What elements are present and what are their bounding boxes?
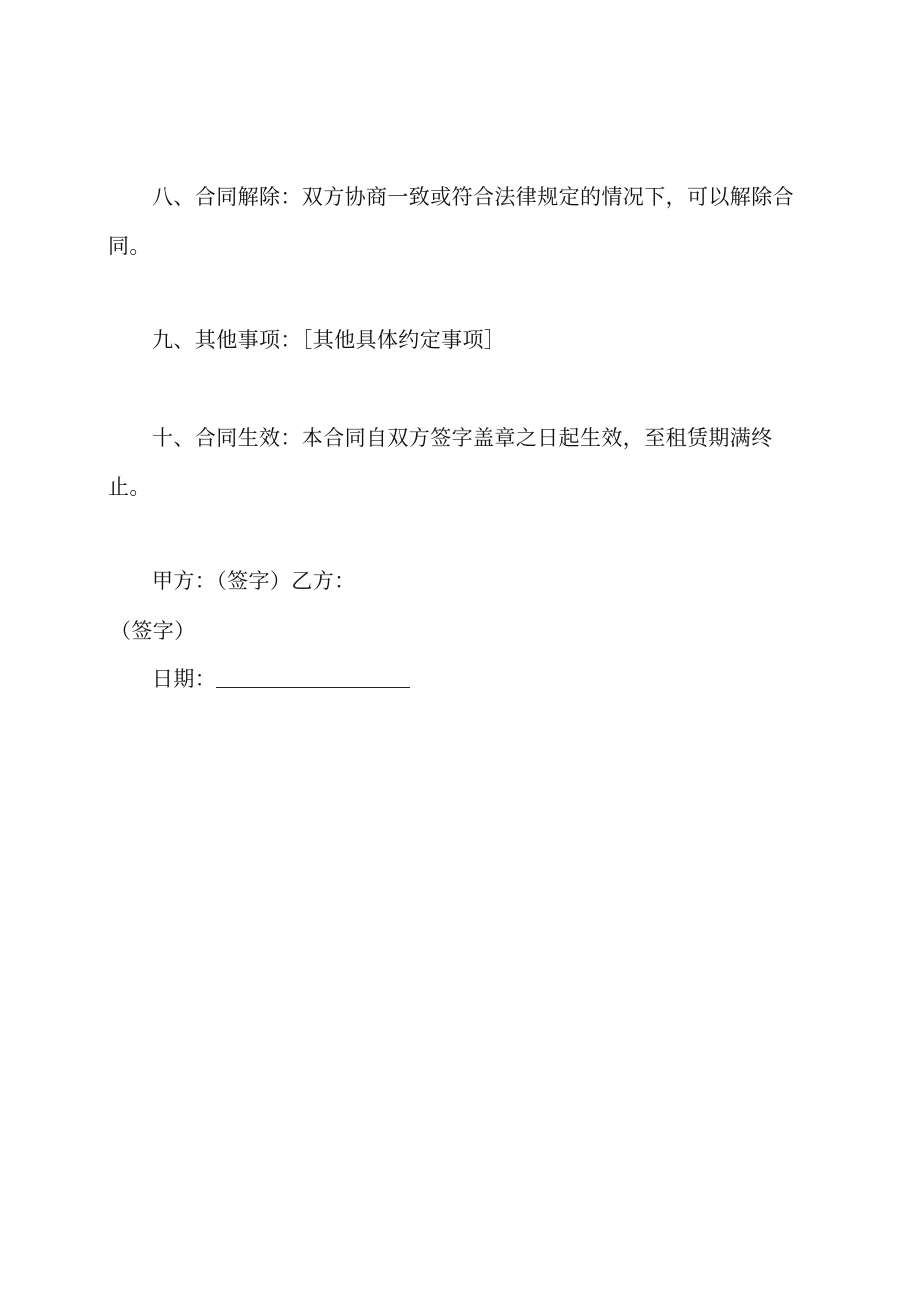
clause-9-other-matters: 九、其他事项：［其他具体约定事项］ xyxy=(152,328,506,352)
signature-party-line: 甲方：（签字）乙方： xyxy=(152,569,356,593)
date-label: 日期： xyxy=(152,667,217,691)
date-row xyxy=(152,664,410,694)
clause-10-effectiveness: 十、合同生效：本合同自双方签字盖章之日起生效，至租赁期满终止。 xyxy=(108,426,773,499)
signature-sign-line: （签字） xyxy=(110,619,196,643)
clause-8-termination: 八、合同解除：双方协商一致或符合法律规定的情况下，可以解除合同。 xyxy=(108,185,794,258)
date-blank-field[interactable] xyxy=(216,665,410,688)
